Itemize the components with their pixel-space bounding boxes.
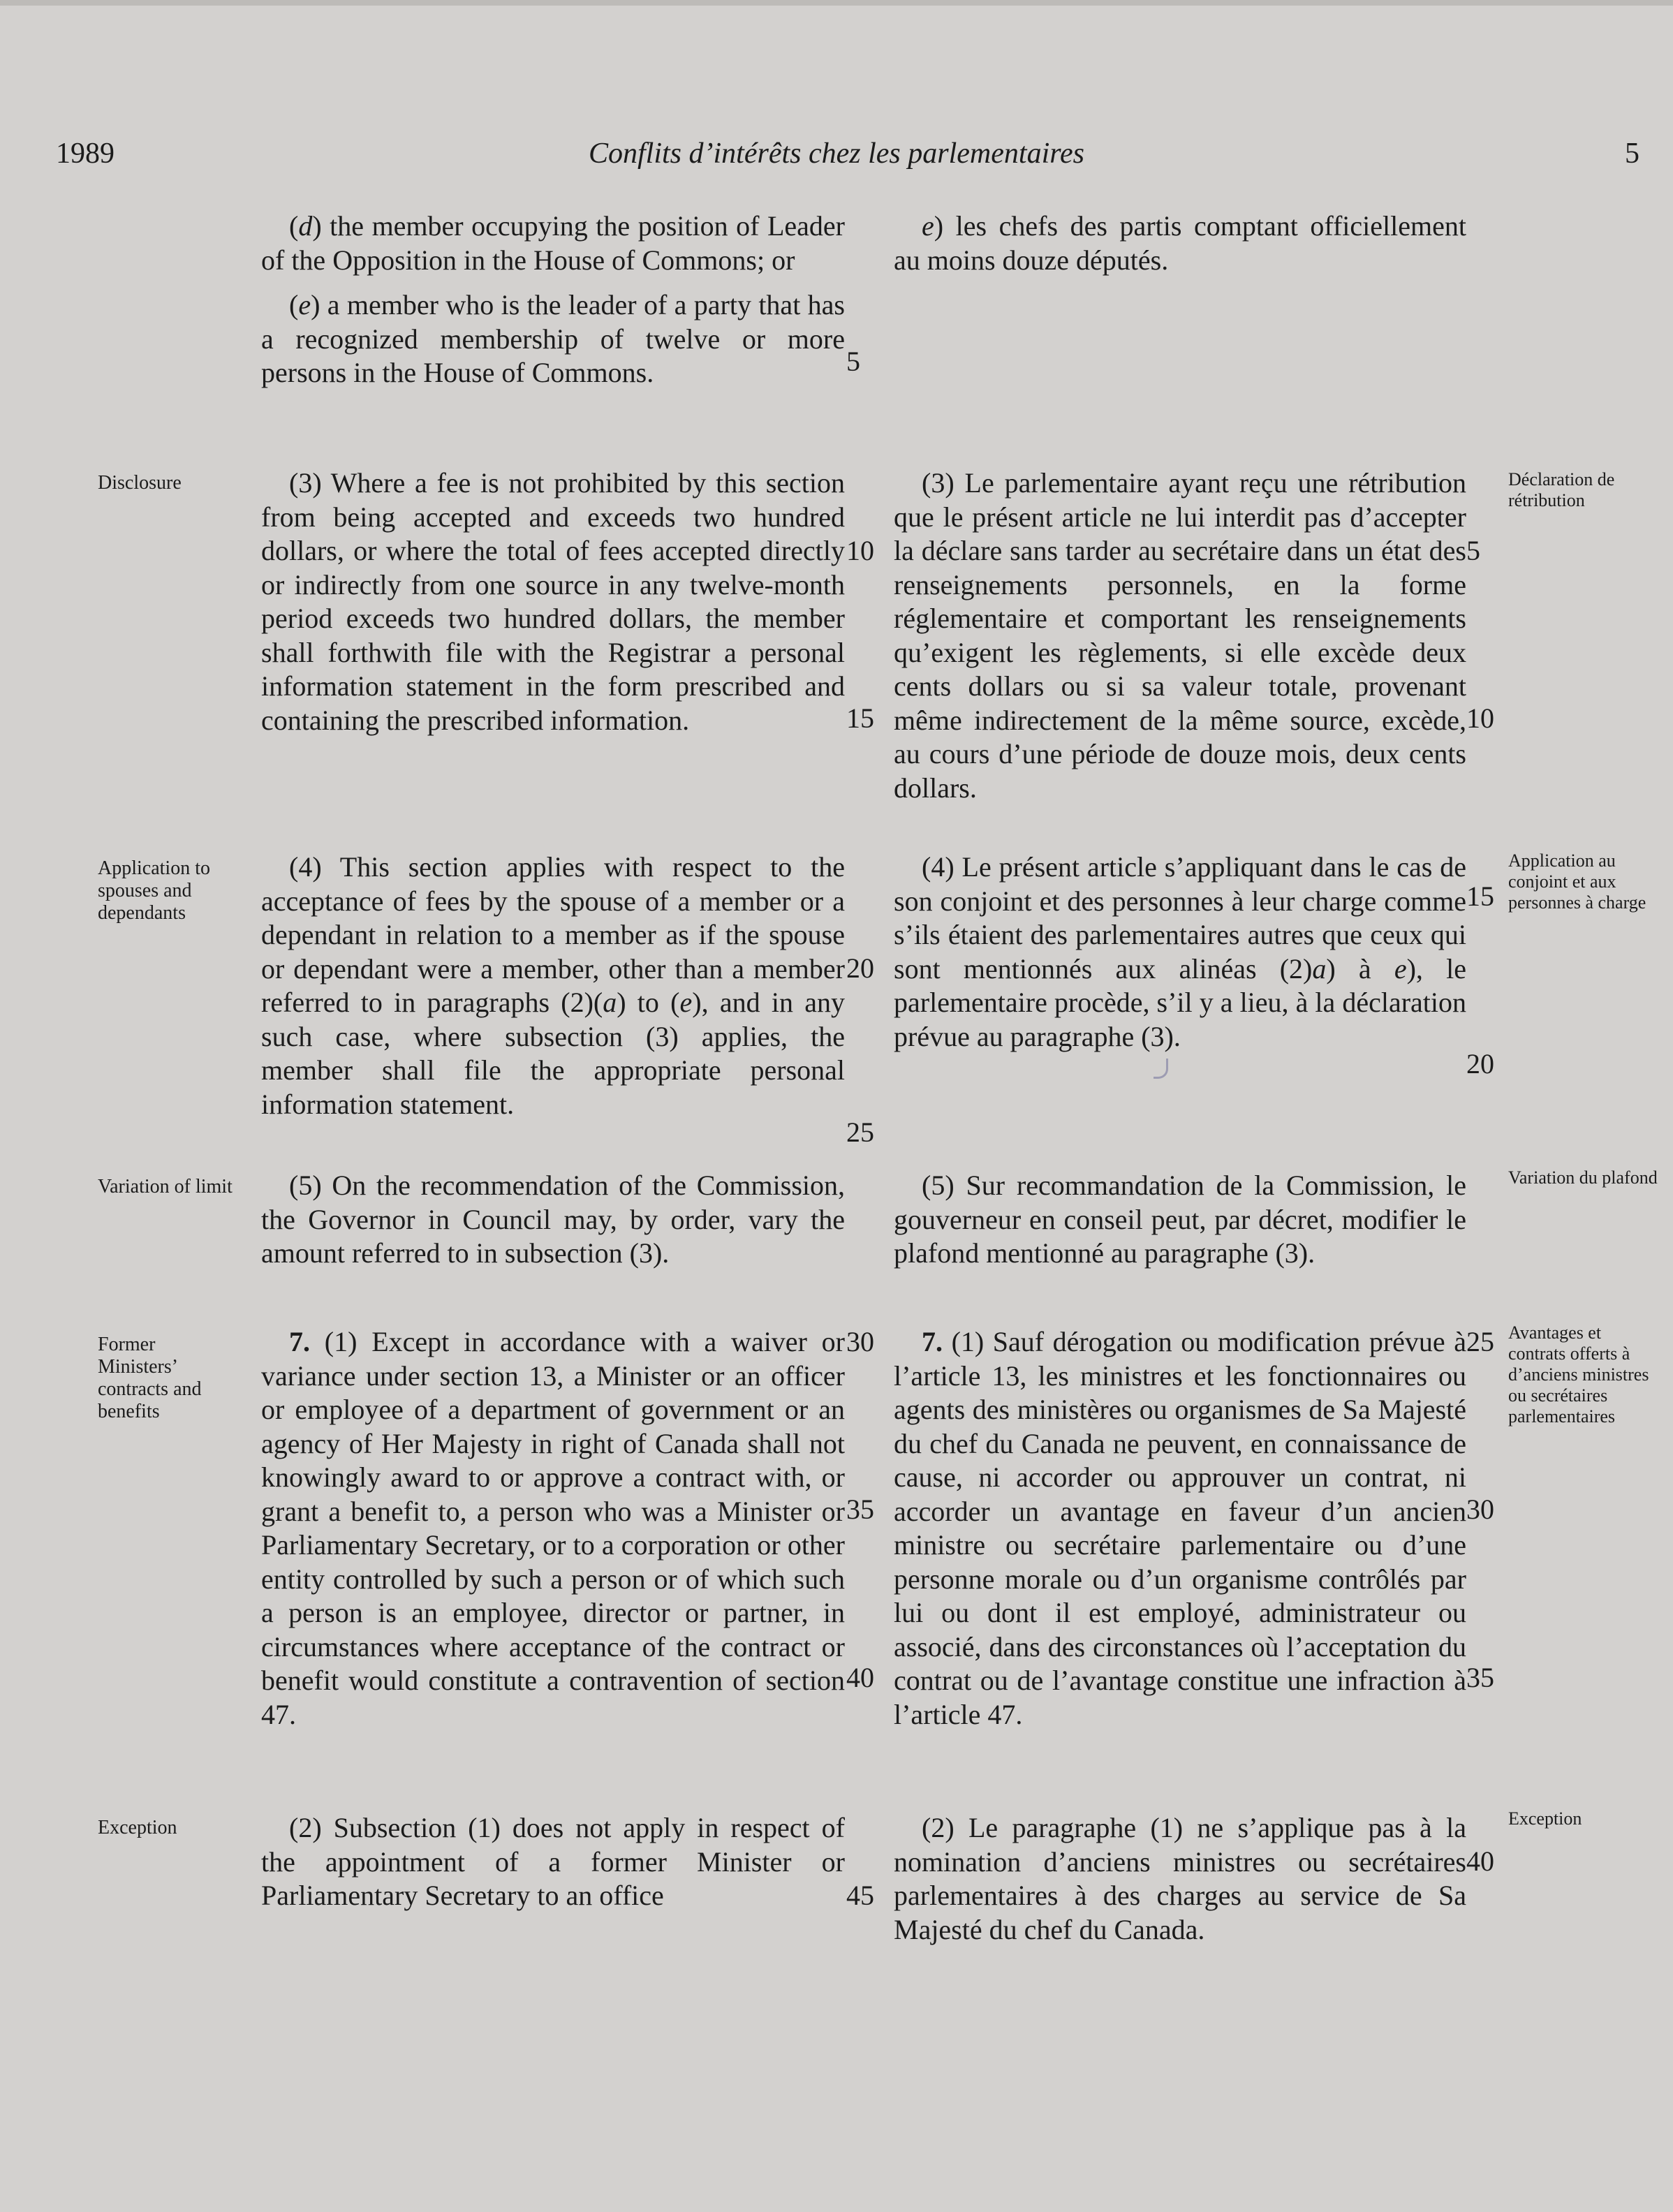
section-variation-english xyxy=(261,1169,845,1271)
section-exception-english xyxy=(261,1811,845,1913)
margin-note-exception-fr: Exception xyxy=(1508,1808,1582,1829)
subsection-4: (4) This section applies with respect to the acceptance of fees by the spouse of a member or a dependant in relation to a member as if the spouse or dependant were a member, other than a member referred to in paragraphs (2)(a) to (e), and in any such case, where subsection (3) applies, the member shall file the appropriate personal information statement. xyxy=(261,851,845,1120)
header-title: Conflits d’intérêts chez les parlementaires xyxy=(588,138,1085,170)
page-top-edge xyxy=(0,0,1673,6)
line-number: 25 xyxy=(846,1116,874,1148)
margin-note-application-fr: Application au conjoint et aux personnes à charge xyxy=(1508,850,1646,913)
line-number: 45 xyxy=(846,1880,874,1911)
line-number: 5 xyxy=(846,346,860,377)
page-number: 5 xyxy=(1625,138,1639,170)
subsection-4-fr: (4) Le présent article s’appliquant dans le cas de son conjoint et des personnes à leur charge comme s’ils étaient des parlementaires autres que ceux qui sont mentionnés aux alinéas (2)a) à e), le parlementaire procède, s’il y a lieu, à la déclaration prévue au paragraphe (3). xyxy=(894,851,1466,1052)
section-application-french xyxy=(894,850,1466,1054)
section-top-french xyxy=(894,209,1466,277)
subsection-5-fr: (5) Sur recommandation de la Commission, le gouverneur en conseil peut, par décret, modifier le plafond mentionné au paragraphe (3). xyxy=(894,1170,1466,1269)
margin-note-variation-fr: Variation du plafond xyxy=(1508,1167,1658,1188)
line-number: 25 xyxy=(1466,1326,1494,1357)
section-exception-french xyxy=(894,1811,1466,1947)
section-former-english xyxy=(261,1325,845,1732)
section-former-french xyxy=(894,1325,1466,1732)
section-top-english xyxy=(261,209,845,390)
margin-note-application: Application to spouses and dependants xyxy=(98,857,210,924)
line-number: 15 xyxy=(846,702,874,734)
line-number: 35 xyxy=(846,1494,874,1525)
line-number: 30 xyxy=(1466,1494,1494,1525)
section-application-english xyxy=(261,850,845,1121)
paragraph-e-fr: e) les chefs des partis comptant officiellement au moins douze députés. xyxy=(894,210,1466,276)
header-year: 1989 xyxy=(56,138,115,170)
line-number: 15 xyxy=(1466,880,1494,912)
section-7-2-fr: (2) Le paragraphe (1) ne s’applique pas à la nomination d’anciens ministres ou secrétaires parlementaires à des charges au service de Sa Majesté du chef du Canada. xyxy=(894,1812,1466,1945)
line-number: 10 xyxy=(1466,702,1494,734)
section-7-2: (2) Subsection (1) does not apply in respect of the appointment of a former Minister or Parliamentary Secretary to an office xyxy=(261,1812,845,1911)
paragraph-e: (e) a member who is the leader of a party that has a recognized membership of twelve or more persons in the House of Commons. xyxy=(261,289,845,388)
margin-note-exception: Exception xyxy=(98,1817,177,1838)
line-number: 30 xyxy=(846,1326,874,1357)
subsection-5: (5) On the recommendation of the Commission, the Governor in Council may, by order, vary the amount referred to in subsection (3). xyxy=(261,1170,845,1269)
subsection-3: (3) Where a fee is not prohibited by this section from being accepted and exceeds two hundred dollars, or where the total of fees accepted directly or indirectly from one source in any twelve-month period exceeds two hundred dollars, the member shall forthwith file with the Registrar a personal information statement in the form prescribed and containing the prescribed information. xyxy=(261,467,845,736)
line-number: 10 xyxy=(846,535,874,566)
section-7-1-fr: 7. (1) Sauf dérogation ou modification prévue à l’article 13, les ministres et les fonctionnaires ou agents des ministères ou organismes de Sa Majesté du chef du Canada ne peuvent, en connaissance de cause, ni accorder ou approuver un contrat, ni accorder un avantage en faveur d’un ancien ministre ou secrétaire parlementaire ou d’une personne morale ou d’un organisme contrôlés par lui ou dont il est employé, administrateur ou associé, dans des circonstances où l’acceptation du contrat ou de l’avantage constitue une infraction à l’article 47. xyxy=(894,1326,1466,1730)
margin-note-avantages: Avantages et contrats offerts à d’anciens ministres ou secrétaires parlementaires xyxy=(1508,1322,1649,1426)
margin-note-variation: Variation of limit xyxy=(98,1176,233,1197)
margin-note-former-ministers: Former Ministers’ contracts and benefits xyxy=(98,1334,202,1422)
line-number: 20 xyxy=(1466,1048,1494,1079)
line-number: 5 xyxy=(1466,535,1480,566)
subsection-3-fr: (3) Le parlementaire ayant reçu une rétribution que le présent article ne lui interdit pas d’accepter la déclare sans tarder au secrétaire dans un état des renseignements personnels, en la forme réglementaire et comportant les renseignements qu’exigent les règlements, si elle excède deux cents dollars ou si sa valeur totale, provenant même indirectement de la même source, excède, au cours d’une période de douze mois, deux cents dollars. xyxy=(894,467,1466,804)
line-number: 20 xyxy=(846,952,874,984)
line-number: 35 xyxy=(1466,1662,1494,1693)
margin-note-disclosure: Disclosure xyxy=(98,472,182,494)
section-variation-french xyxy=(894,1169,1466,1271)
section-7-1: 7. (1) Except in accordance with a waiver or variance under section 13, a Minister or an officer or employee of a department of government or an agency of Her Majesty in right of Canada shall not knowingly award to or approve a contract with, or grant a benefit to, a person who was a Minister or Parliamentary Secretary, or to a corporation or other entity controlled by such a person or of which such a person is an employee, director or partner, in circumstances where acceptance of the contract or benefit would constitute a contravention of section 47. xyxy=(261,1326,845,1730)
section-disclosure-french xyxy=(894,466,1466,805)
running-header xyxy=(0,137,1673,179)
line-number: 40 xyxy=(846,1662,874,1693)
pen-mark xyxy=(1154,1059,1168,1079)
margin-note-declaration: Déclaration de rétribution xyxy=(1508,469,1615,510)
line-number: 40 xyxy=(1466,1845,1494,1877)
paragraph-d: (d) the member occupying the position of Leader of the Opposition in the House of Commons; or xyxy=(261,210,845,276)
section-disclosure-english xyxy=(261,466,845,737)
